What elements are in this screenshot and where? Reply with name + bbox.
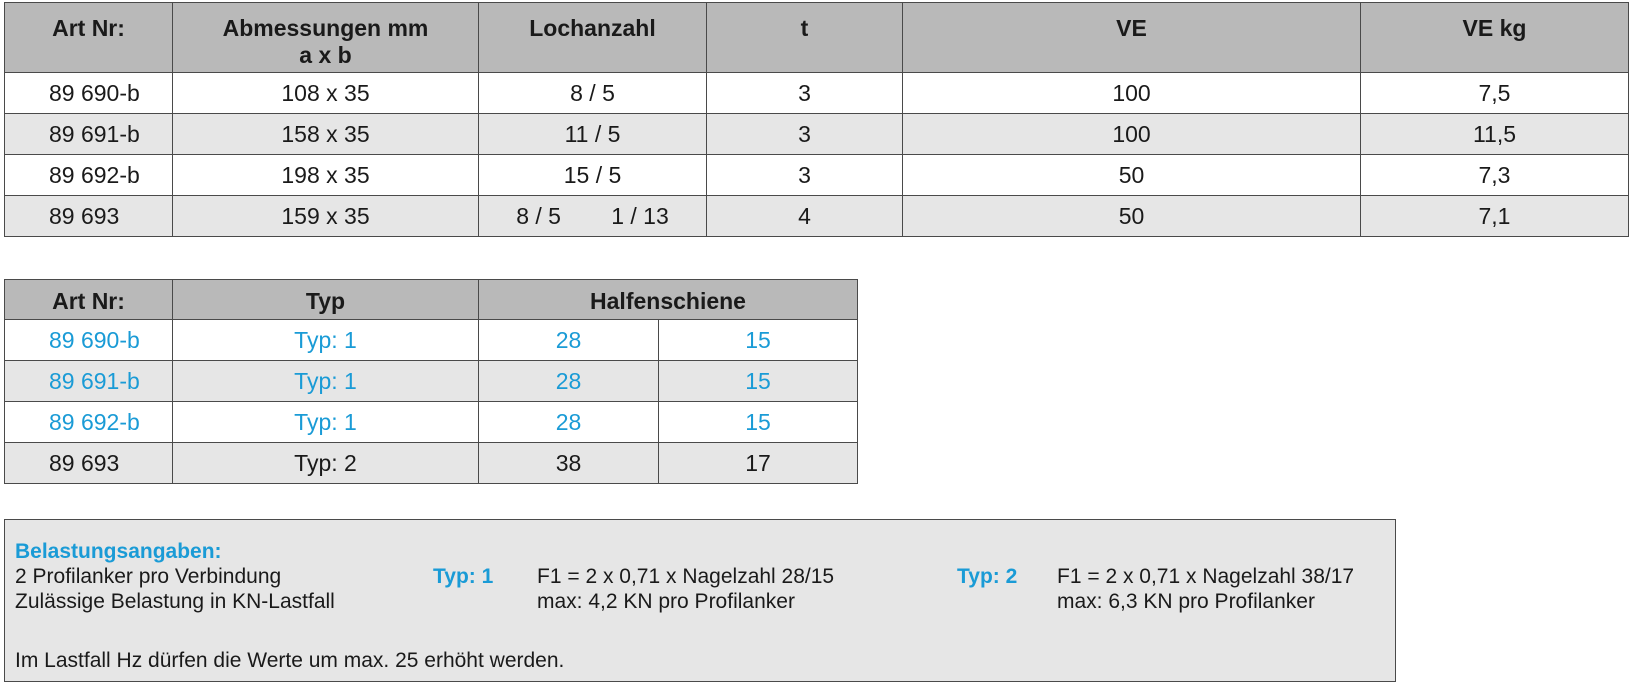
cell-art-nr: 89 692-b (5, 402, 173, 443)
note-line-2: Zulässige Belastung in KN-Lastfall (15, 590, 335, 613)
table-row (5, 361, 858, 402)
table-row (5, 402, 858, 443)
cell-art-nr: 89 692-b (5, 155, 173, 196)
header-lochanzahl: Lochanzahl (479, 3, 707, 73)
cell-typ: Typ: 2 (173, 443, 479, 484)
cell-halfen-2: 15 (659, 361, 858, 402)
product-table (4, 2, 1629, 237)
load-info-box (4, 519, 1396, 682)
cell-halfen-1: 38 (479, 443, 659, 484)
cell-art-nr: 89 691-b (5, 114, 173, 155)
typ1-formula: F1 = 2 x 0,71 x Nagelzahl 28/15 (537, 565, 835, 588)
table-row (5, 114, 1629, 155)
cell-t: 3 (707, 155, 903, 196)
table-row (5, 73, 1629, 114)
table-row (5, 320, 858, 361)
cell-t: 3 (707, 73, 903, 114)
cell-ve: 50 (903, 155, 1361, 196)
typ2-formula: F1 = 2 x 0,71 x Nagelzahl 38/17 (1057, 565, 1355, 588)
header-ve-kg: VE kg (1361, 3, 1629, 73)
cell-ve: 100 (903, 114, 1361, 155)
cell-ve: 50 (903, 196, 1361, 237)
cell-halfen-1: 28 (479, 361, 659, 402)
cell-halfen-2: 15 (659, 402, 858, 443)
cell-halfen-2: 15 (659, 320, 858, 361)
cell-ve-kg: 7,5 (1361, 73, 1629, 114)
header-typ: Typ (173, 280, 479, 320)
cell-dimensions: 158 x 35 (173, 114, 479, 155)
table-row (5, 443, 858, 484)
cell-art-nr: 89 690-b (5, 320, 173, 361)
cell-ve: 100 (903, 73, 1361, 114)
cell-art-nr: 89 690-b (5, 73, 173, 114)
cell-halfen-1: 28 (479, 320, 659, 361)
typ1-max: max: 4,2 KN pro Profilanker (537, 590, 795, 613)
cell-typ: Typ: 1 (173, 320, 479, 361)
cell-dimensions: 198 x 35 (173, 155, 479, 196)
header-t: t (707, 3, 903, 73)
cell-typ: Typ: 1 (173, 402, 479, 443)
cell-art-nr: 89 691-b (5, 361, 173, 402)
typ1-label: Typ: 1 (433, 565, 494, 588)
cell-art-nr: 89 693 (5, 443, 173, 484)
table-row (5, 155, 1629, 196)
cell-art-nr: 89 693 (5, 196, 173, 237)
cell-lochanzahl (479, 196, 707, 237)
cell-lochanzahl: 15 / 5 (479, 155, 707, 196)
cell-ve-kg: 11,5 (1361, 114, 1629, 155)
cell-t: 4 (707, 196, 903, 237)
typ2-label: Typ: 2 (957, 565, 1018, 588)
header-ve: VE (903, 3, 1361, 73)
cell-lochanzahl: 8 / 5 (479, 73, 707, 114)
cell-dimensions: 159 x 35 (173, 196, 479, 237)
cell-typ: Typ: 1 (173, 361, 479, 402)
note-line-1: 2 Profilanker pro Verbindung (15, 565, 282, 588)
header-art-nr: Art Nr: (5, 280, 173, 320)
cell-t: 3 (707, 114, 903, 155)
cell-ve-kg: 7,3 (1361, 155, 1629, 196)
table-row (5, 196, 1629, 237)
note-title: Belastungsangaben: (15, 540, 222, 563)
cell-ve-kg: 7,1 (1361, 196, 1629, 237)
typ2-max: max: 6,3 KN pro Profilanker (1057, 590, 1315, 613)
cell-halfen-2: 17 (659, 443, 858, 484)
cell-halfen-1: 28 (479, 402, 659, 443)
table-header-row (5, 3, 1629, 73)
note-footer: Im Lastfall Hz dürfen die Werte um max. 25 erhöht werden. (15, 649, 565, 672)
header-art-nr: Art Nr: (5, 3, 173, 73)
cell-lochanzahl-b: 1 / 13 (611, 202, 669, 229)
type-table (4, 279, 858, 484)
cell-lochanzahl-a: 8 / 5 (516, 202, 561, 229)
header-abmessungen: Abmessungen mm a x b (173, 3, 479, 73)
cell-lochanzahl: 11 / 5 (479, 114, 707, 155)
cell-dimensions: 108 x 35 (173, 73, 479, 114)
table-header-row (5, 280, 858, 320)
header-halfenschiene: Halfenschiene (479, 280, 858, 320)
